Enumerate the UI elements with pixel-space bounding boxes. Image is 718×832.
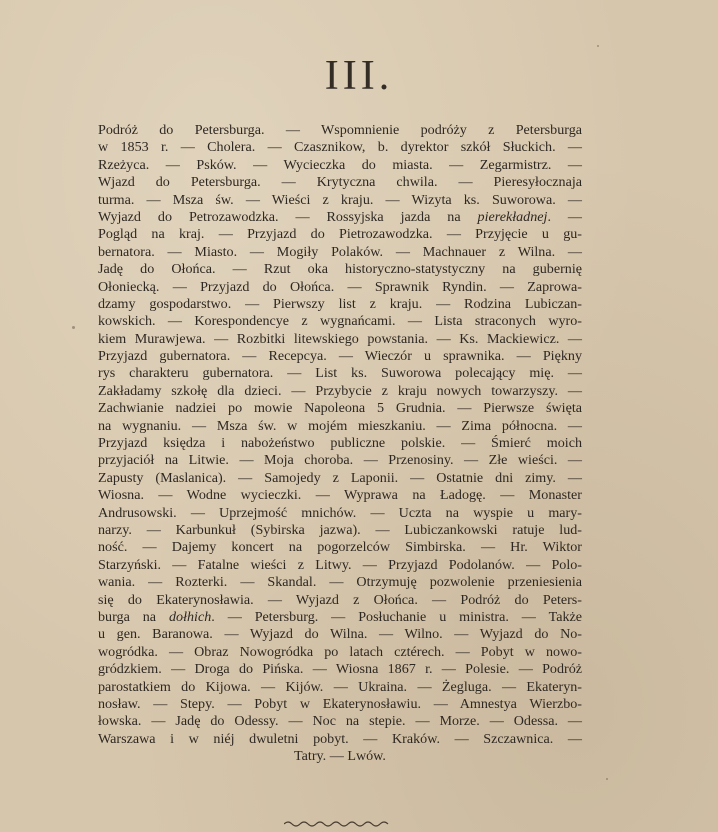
summary-line: dzamy gospodarstwo. — Pierwszy list z kraju. — Rodzina Lubiczan- [98,295,582,312]
wavy-ornament-icon [284,818,390,828]
summary-text: . — [547,208,583,225]
summary-line: ność. — Dajemy koncert na pogorzelców Simbirska. — Hr. Wiktor [98,539,582,556]
summary-text: Wyjazd do Petrozawodzka. — Rossyjska jazda na [98,208,478,225]
summary-text: burga na [98,608,169,625]
chapter-number: III. [324,53,394,99]
summary-line: Przyjazd gubernatora. — Recepcya. — Wieczór u sprawnika. — Piękny [98,348,582,365]
summary-line: u gen. Baranowa. — Wyjazd do Wilna. — Wilno. — Wyjazd do No- [98,626,582,643]
summary-line: kowskich. — Korespondencye z wygnańcami. — Lista straconych wyro- [98,313,582,330]
paper-speck [597,45,599,47]
summary-line: Starzyński. — Fatalne wieści z Litwy. — Przyjazd Podolanów. — Polo- [98,556,582,573]
summary-line: łowska. — Jadę do Odessy. — Noc na stepie. — Morze. — Odessa. — [98,713,582,730]
summary-text: . — Petersburg. — Posłuchanie u ministra. — Także [211,608,583,625]
summary-line: turma. — Msza św. — Wieści z kraju. — Wizyta ks. Suworowa. — [98,191,582,208]
summary-line: kiem Murawjewa. — Rozbitki litewskiego powstania. — Ks. Mackiewicz. — [98,330,582,347]
summary-line: bernatora. — Miasto. — Mogiły Polaków. — Machnauer z Wilna. — [98,243,582,260]
summary-line: Pogląd na kraj. — Przyjazd do Pietrozawodzka. — Przyjęcie u gu- [98,226,582,243]
summary-line: Wiosna. — Wodne wycieczki. — Wyprawa na Ładogę. — Monaster [98,487,582,504]
summary-line: Zachwianie nadziei po mowie Napoleona 5 Grudnia. — Pierwsze święta [98,400,582,417]
summary-line [98,209,582,226]
summary-line [98,609,582,626]
summary-line: Przyjazd księdza i nabożeństwo publiczne polskie. — Śmierć moich [98,435,582,452]
summary-line: Podróż do Petersburga. — Wspomnienie podróży z Petersburga [98,122,582,138]
summary-line: Zapusty (Maslanica). — Samojedy z Laponii. — Ostatnie dni zimy. — [98,469,582,486]
paper-speck [72,326,75,329]
summary-line: Andrusowski. — Uprzejmość mnichów. — Uczta na wyspie u mary- [98,504,582,521]
summary-line: Rzeżyca. — Psków. — Wycieczka do miasta. — Zegarmistrz. — [98,156,582,173]
summary-line: Jadę do Ołońca. — Rzut oka historyczno-statystyczny na gubernię [98,261,582,278]
summary-line: wogródka. — Obraz Nowogródka po latach cztérech. — Pobyt w nowo- [98,643,582,660]
summary-line: Wjazd do Petersburga. — Krytyczna chwila. — Pieresyłocznaja [98,174,582,191]
summary-line: Ołoniecką. — Przyjazd do Ołońca. — Sprawnik Ryndin. — Zaprowa- [98,278,582,295]
summary-line: wania. — Rozterki. — Skandal. — Otrzymuję pozwolenie przeniesienia [98,574,582,591]
italic-term: pierekładnej [477,208,548,225]
summary-line: Zakładamy szkołę dla dzieci. — Przybycie z kraju nowych towarzyszy. — [98,382,582,399]
chapter-summary [98,122,582,765]
summary-line: nosław. — Stepy. — Pobyt w Ekaterynosławiu. — Amnestya Wierzbo- [98,695,582,712]
italic-term: dołhich [168,608,212,625]
summary-line: narzy. — Karbunkuł (Sybirska jazwa). — Lubiczankowski ratuje lud- [98,521,582,538]
summary-line: parostatkiem do Kijowa. — Kijów. — Ukraina. — Żegluga. — Ekateryn- [98,678,582,695]
summary-line-final: Tatry. — Lwów. [294,748,386,765]
summary-line: Warszawa i w niéj dwuletni pobyt. — Kraków. — Szczawnica. — [98,730,582,747]
summary-line: na wygnaniu. — Msza św. w mojém mieszkaniu. — Zima północna. — [98,417,582,434]
summary-line: w 1853 r. — Cholera. — Czasznikow, b. dyrektor szkół Słuckich. — [98,139,582,156]
summary-line: przyjaciół na Litwie. — Moja choroba. — Przenosiny. — Złe wieści. — [98,452,582,469]
summary-line: gródzkiem. — Droga do Pińska. — Wiosna 1867 r. — Polesie. — Podróż [98,661,582,678]
summary-line: się do Ekaterynosławia. — Wyjazd z Ołońca. — Podróż do Peters- [98,591,582,608]
summary-line: rys charakteru gubernatora. — List ks. Suworowa polecający mię. — [98,365,582,382]
paper-speck [606,778,608,780]
